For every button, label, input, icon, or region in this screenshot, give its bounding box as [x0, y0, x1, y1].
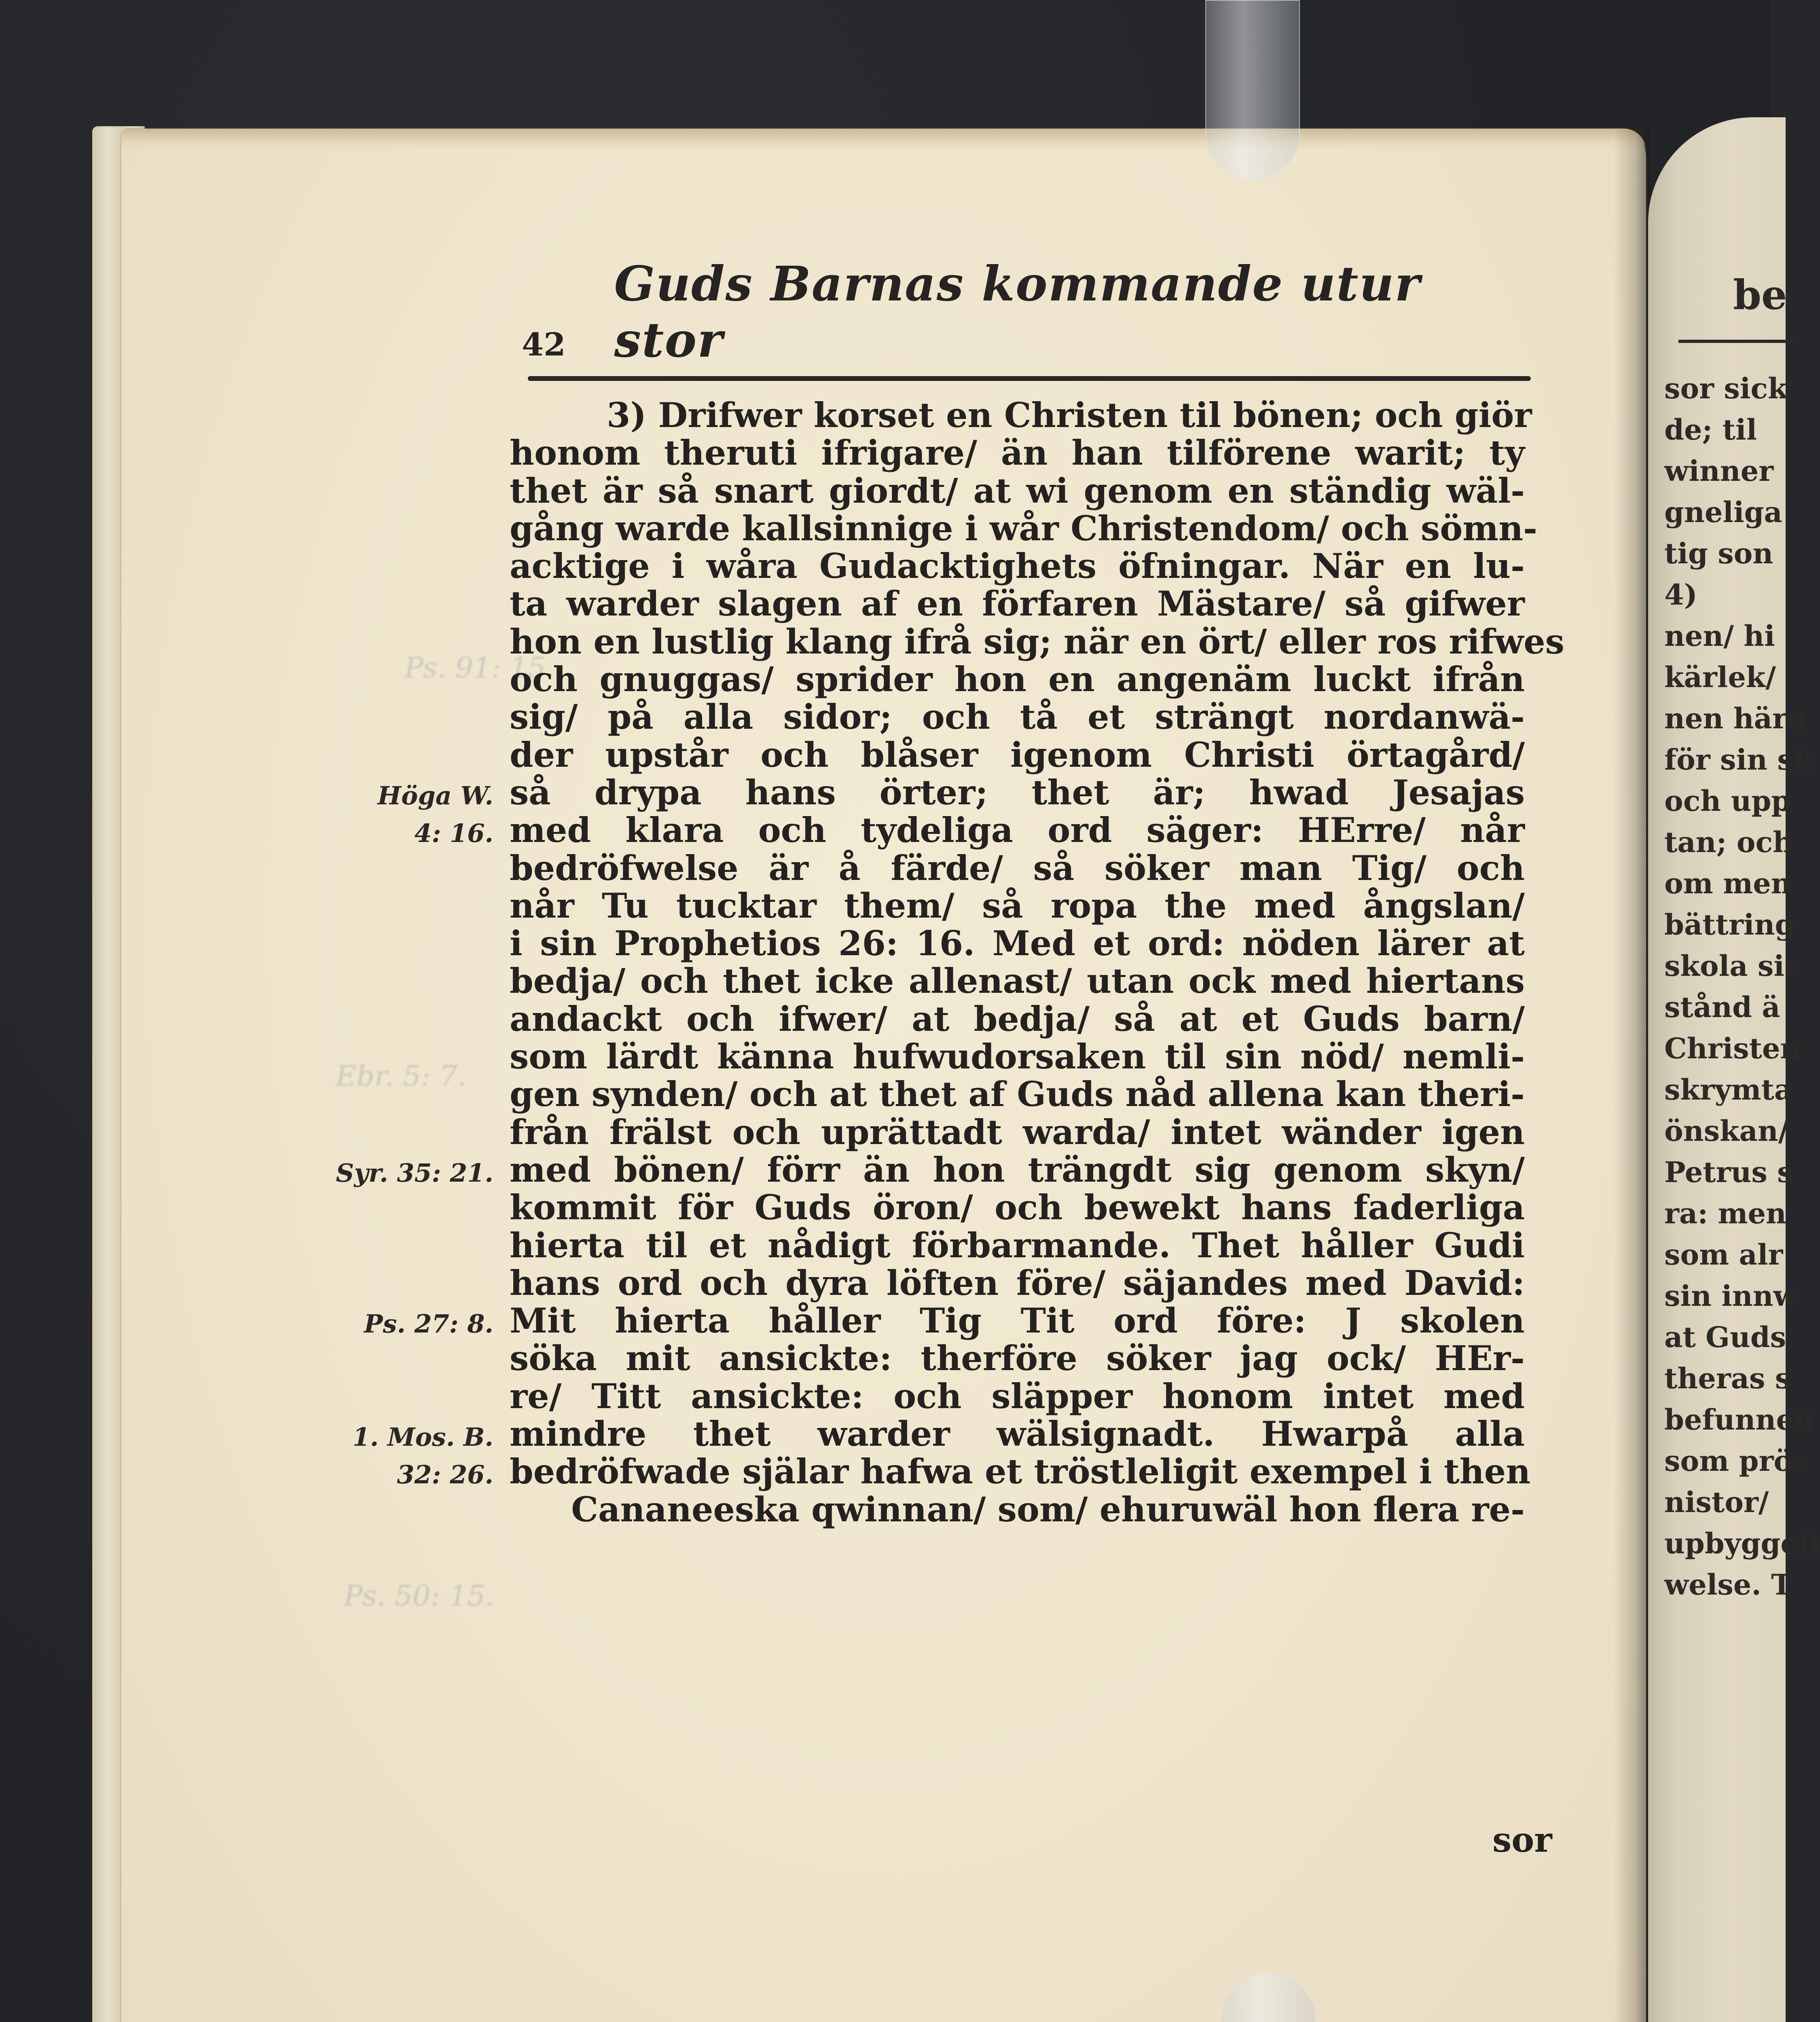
text-line: hon en lustlig klang ifrå sig; när en ört/ eller ros rifwes: [510, 621, 1564, 662]
facing-text-line: om men: [1664, 867, 1792, 900]
running-title: Guds Barnas kommande utur stor: [614, 256, 1421, 368]
facing-text-line: nen/ hi: [1664, 619, 1775, 653]
facing-text-line: sin innw: [1664, 1279, 1798, 1313]
text-line: mindre thet warder wälsignadt. Hwarpå alla: [510, 1414, 1525, 1454]
facing-text-line: tan; och: [1664, 825, 1793, 859]
text-line: från frälst och uprättadt warda/ intet wänder igen: [510, 1112, 1525, 1152]
text-line: thet är så snart giordt/ at wi genom en ständig wäl-: [510, 470, 1525, 511]
facing-text-line: skola sic: [1664, 949, 1802, 983]
facing-text-line: at Guds: [1664, 1320, 1786, 1354]
facing-text-line: för sin sk: [1664, 743, 1813, 776]
facing-text-line: gneliga: [1664, 495, 1782, 529]
facing-page-text: [1664, 368, 1820, 1605]
facing-text-line: nen häru: [1664, 702, 1808, 735]
text-line: bedröfwelse är å färde/ så söker man Tig/ och: [510, 848, 1525, 888]
facing-text-line: welse. T: [1664, 1568, 1792, 1601]
show-through-note: Ps. 50: 15.: [344, 1579, 494, 1612]
show-through-note: Ps. 91: 15.: [404, 651, 555, 684]
facing-text-line: sor sick: [1664, 372, 1788, 405]
text-line: med klara och tydeliga ord säger: HErre/ når: [510, 810, 1525, 850]
book-gutter-shadow: [1614, 129, 1650, 2022]
text-line: och gnuggas/ sprider hon en angenäm luckt ifrån: [510, 659, 1525, 700]
margin-note: Höga W.: [377, 781, 493, 810]
text-line: som lärdt känna hufwudorsaken til sin nöd/ nemli-: [510, 1036, 1525, 1077]
facing-text-line: winner: [1664, 454, 1774, 488]
text-line: honom theruti ifrigare/ än han tilförene warit; ty: [510, 433, 1525, 473]
facing-text-line: 4): [1664, 578, 1697, 611]
text-line: hierta til et nådigt förbarmande. Thet håller Gudi: [510, 1225, 1525, 1265]
text-line: bedja/ och thet icke allenast/ utan ock med hiertans: [510, 961, 1525, 1001]
margin-note: 1. Mos. B.: [352, 1422, 493, 1452]
facing-text-line: de; til: [1664, 413, 1757, 446]
text-line: når Tu tucktar them/ så ropa the med ångslan/: [510, 885, 1525, 926]
facing-text-line: theras s: [1664, 1362, 1791, 1395]
facing-text-line: befunnen: [1664, 1403, 1815, 1436]
page-top-edge: [121, 129, 1646, 151]
margin-note: 4: 16.: [414, 819, 493, 848]
facing-text-line: ra: men: [1664, 1197, 1786, 1230]
text-line: re/ Titt ansickte: och släpper honom intet med: [510, 1376, 1525, 1416]
text-line: sig/ på alla sidor; och tå et strängt nordanwä-: [510, 697, 1525, 737]
text-line: der upstår och blåser igenom Christi örtagård/: [510, 734, 1525, 775]
text-line: Mit hierta håller Tig Tit ord före: J skolen: [510, 1301, 1525, 1341]
facing-header-rule: [1678, 340, 1800, 343]
margin-note: Syr. 35: 21.: [336, 1158, 493, 1188]
text-line: ta warder slagen af en förfaren Mästare/ så gifwer: [510, 584, 1525, 624]
facing-text-line: som prös: [1664, 1444, 1809, 1478]
text-line: bedröfwade själar hafwa et tröstleligit exempel i then: [510, 1451, 1531, 1492]
facing-text-line: kärlek/: [1664, 660, 1776, 694]
margin-note: Ps. 27: 8.: [364, 1309, 493, 1339]
margin-note: 32: 26.: [397, 1460, 493, 1490]
text-line: Cananeeska qwinnan/ som/ ehuruwäl hon flera re-: [571, 1489, 1525, 1529]
text-line: gång warde kallsinnige i wår Christendom/ och sömn-: [510, 508, 1538, 548]
facing-text-line: Petrus s: [1664, 1155, 1793, 1189]
body-text: [510, 395, 1564, 1529]
facing-text-line: som alr: [1664, 1238, 1783, 1271]
page-number: 42: [522, 326, 566, 363]
header-rule: [528, 376, 1531, 381]
text-line: 3) Drifwer korset en Christen til bönen; och giör: [607, 395, 1532, 435]
facing-text-line: tig son: [1664, 537, 1773, 570]
text-line: med bönen/ förr än hon trängdt sig genom skyn/: [510, 1149, 1525, 1190]
text-line: acktige i wåra Gudacktighets öfningar. När en lu-: [510, 546, 1525, 586]
page-header: [522, 256, 1533, 368]
show-through-note: Ebr. 5: 7.: [336, 1060, 467, 1093]
facing-text-line: önskan/: [1664, 1114, 1789, 1148]
facing-text-line: stånd ä: [1664, 990, 1780, 1024]
facing-text-line: skrymta: [1664, 1073, 1793, 1106]
page-holder-clip-top: [1205, 0, 1300, 180]
facing-text-line: Christen: [1664, 1032, 1801, 1065]
text-line: andackt och ifwer/ at bedja/ så at et Guds barn/: [510, 998, 1525, 1039]
facing-text-line: och upp: [1664, 784, 1791, 818]
facing-running-head: be: [1733, 271, 1787, 319]
facing-text-line: upbyggeli: [1664, 1527, 1820, 1560]
text-line: gen synden/ och at thet af Guds nåd allena kan theri-: [510, 1074, 1525, 1115]
catchword: sor: [1492, 1820, 1552, 1860]
facing-text-line: bättring: [1664, 908, 1795, 941]
text-line: hans ord och dyra löften före/ säjandes med David:: [510, 1263, 1525, 1303]
right-page-partial: [1648, 117, 1820, 2022]
text-line: kommit för Guds öron/ och bewekt hans faderliga: [510, 1187, 1525, 1228]
facing-text-line: nistor/: [1664, 1485, 1769, 1519]
text-line: så drypa hans örter; thet är; hwad Jesajas: [510, 772, 1525, 812]
text-line: i sin Prophetios 26: 16. Med et ord: nöden lärer at: [510, 923, 1525, 964]
text-line: söka mit ansickte: therföre söker jag ock/ HEr-: [510, 1338, 1525, 1379]
